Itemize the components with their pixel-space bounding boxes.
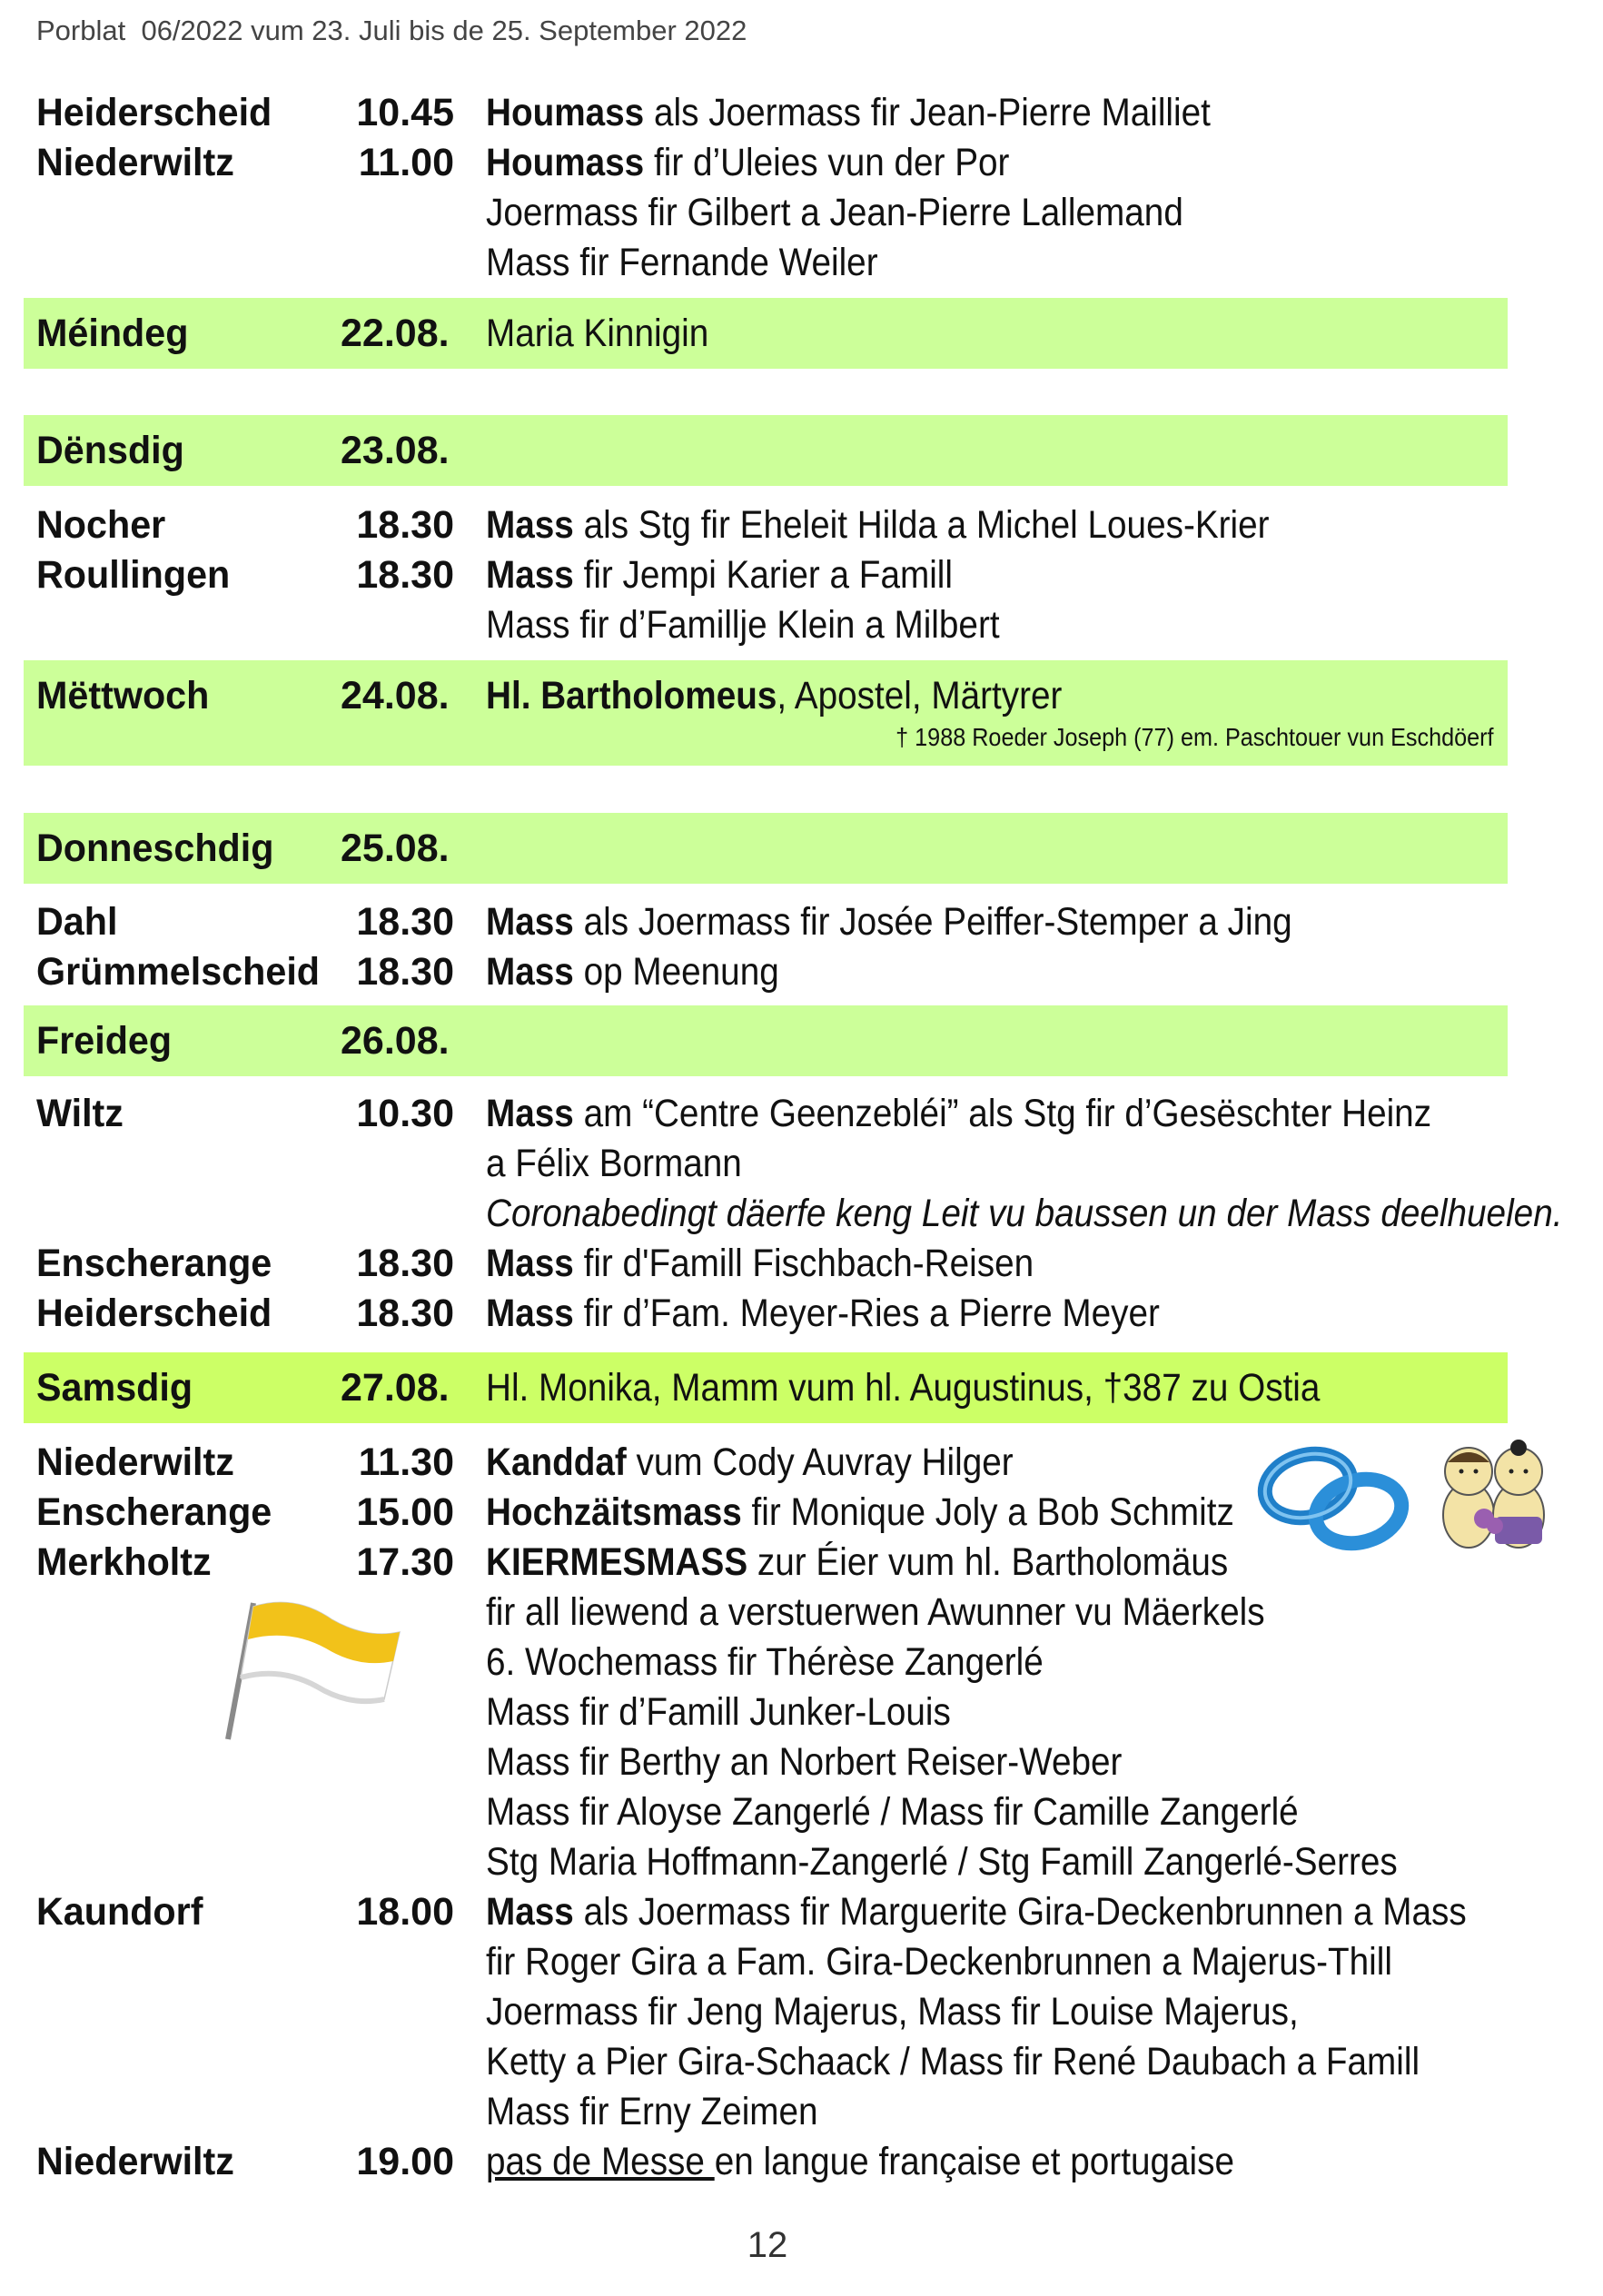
place-name: Kaundorf bbox=[36, 1890, 203, 1934]
time: 18.30 bbox=[356, 503, 454, 547]
time: 11.30 bbox=[358, 1440, 454, 1484]
time: 10.45 bbox=[356, 91, 454, 134]
entry-text: Mass fir d'Famill Fischbach-Reisen bbox=[486, 1242, 1034, 1285]
entry-text: fir all liewend a verstuerwen Awunner vu Mäerkels bbox=[486, 1590, 1265, 1634]
underlined-text: pas de Messe bbox=[486, 2140, 715, 2183]
entry-text: Mass fir Aloyse Zangerlé / Mass fir Camille Zangerlé bbox=[486, 1790, 1299, 1834]
time: 10.30 bbox=[356, 1092, 454, 1135]
entry-text: pas de Messe en langue française et portugaise bbox=[486, 2140, 1234, 2183]
time: 19.00 bbox=[356, 2140, 454, 2183]
entry-text: Kanddaf vum Cody Auvray Hilger bbox=[486, 1440, 1014, 1484]
day-name: Donneschdig bbox=[36, 826, 274, 870]
entry-type: Houmass bbox=[486, 141, 645, 184]
place-name: Enscherange bbox=[36, 1242, 272, 1285]
entry-text: Joermass fir Jeng Majerus, Mass fir Louise Majerus, bbox=[486, 1990, 1299, 2034]
day-name: Méindeg bbox=[36, 312, 189, 355]
place-name: Niederwiltz bbox=[36, 2140, 234, 2183]
vatican-flag-icon bbox=[213, 1594, 409, 1753]
running-header: Porblat 06/2022 vum 23. Juli bis de 25. September 2022 bbox=[36, 15, 747, 46]
place-name: Dahl bbox=[36, 900, 118, 944]
place-name: Roullingen bbox=[36, 553, 231, 597]
time: 18.30 bbox=[356, 900, 454, 944]
entry-text: Mass fir d’Famill Junker-Louis bbox=[486, 1690, 951, 1734]
day-date: 25.08. bbox=[341, 826, 450, 870]
entry-type: Hochzäitsmass bbox=[486, 1490, 742, 1534]
entry-text: a Félix Bormann bbox=[486, 1142, 742, 1185]
time: 18.30 bbox=[356, 1242, 454, 1285]
saint-name: Hl. Bartholomeus bbox=[486, 674, 777, 718]
day-band-26-08 bbox=[24, 1005, 1508, 1076]
entry-text: Ketty a Pier Gira-Schaack / Mass fir René Daubach a Famill bbox=[486, 2040, 1420, 2083]
day-date: 23.08. bbox=[341, 429, 450, 472]
entry-text: Mass op Meenung bbox=[486, 950, 779, 994]
entry-text: Stg Maria Hoffmann-Zangerlé / Stg Famill Zangerlé-Serres bbox=[486, 1840, 1398, 1884]
time: 18.30 bbox=[356, 1292, 454, 1335]
day-band-22-08 bbox=[24, 298, 1508, 369]
day-name: Mëttwoch bbox=[36, 674, 210, 718]
entry-type: Mass bbox=[486, 1292, 574, 1335]
wedding-rings-icon bbox=[1252, 1433, 1420, 1560]
place-name: Heiderscheid bbox=[36, 1292, 272, 1335]
place-name: Niederwiltz bbox=[36, 1440, 234, 1484]
entry-type: Mass bbox=[486, 900, 574, 944]
entry-type: Mass bbox=[486, 1890, 574, 1934]
entry-type: Mass bbox=[486, 1092, 574, 1135]
entry-text: Houmass als Joermass fir Jean-Pierre Mailliet bbox=[486, 91, 1211, 134]
place-name: Heiderscheid bbox=[36, 91, 272, 134]
day-date: 24.08. bbox=[341, 674, 450, 718]
entry-text: Joermass fir Gilbert a Jean-Pierre Lallemand bbox=[486, 191, 1183, 234]
feast-text: Hl. Monika, Mamm vum hl. Augustinus, †387 zu Ostia bbox=[486, 1366, 1321, 1410]
entry-text: Mass fir d’Fam. Meyer-Ries a Pierre Meyer bbox=[486, 1292, 1160, 1335]
day-date: 26.08. bbox=[341, 1019, 450, 1063]
time: 18.30 bbox=[356, 553, 454, 597]
time: 18.30 bbox=[356, 950, 454, 994]
entry-text: Mass als Joermass fir Marguerite Gira-Deckenbrunnen a Mass bbox=[486, 1890, 1467, 1934]
place-name: Merkholtz bbox=[36, 1540, 212, 1584]
time: 11.00 bbox=[358, 141, 454, 184]
entry-text: KIERMESMASS zur Éier vum hl. Bartholomäus bbox=[486, 1540, 1229, 1584]
day-band-23-08 bbox=[24, 415, 1508, 486]
entry-type: Houmass bbox=[486, 91, 645, 134]
day-date: 27.08. bbox=[341, 1366, 450, 1410]
entry-text: Mass am “Centre Geenzebléi” als Stg fir d’Gesëschter Heinz bbox=[486, 1092, 1432, 1135]
day-name: Samsdig bbox=[36, 1366, 193, 1410]
place-name: Enscherange bbox=[36, 1490, 272, 1534]
entry-text: Mass fir Fernande Weiler bbox=[486, 241, 878, 284]
couple-illustration-icon bbox=[1428, 1435, 1559, 1553]
feast-text: Maria Kinnigin bbox=[486, 312, 709, 355]
entry-text: Hochzäitsmass fir Monique Joly a Bob Schmitz bbox=[486, 1490, 1234, 1534]
entry-note: Coronabedingt däerfe keng Leit vu baussen un der Mass deelhuelen. bbox=[486, 1192, 1563, 1235]
entry-text: Mass als Joermass fir Josée Peiffer-Stemper a Jing bbox=[486, 900, 1292, 944]
entry-text: Mass fir Erny Zeimen bbox=[486, 2090, 818, 2133]
entry-text: fir Roger Gira a Fam. Gira-Deckenbrunnen a Majerus-Thill bbox=[486, 1940, 1392, 1984]
page-number: 12 bbox=[747, 2225, 788, 2265]
time: 17.30 bbox=[356, 1540, 454, 1584]
entry-type: Mass bbox=[486, 503, 574, 547]
entry-type: KIERMESMASS bbox=[486, 1540, 748, 1584]
place-name: Wiltz bbox=[36, 1092, 124, 1135]
entry-text: Mass als Stg fir Eheleit Hilda a Michel Loues-Krier bbox=[486, 503, 1270, 547]
entry-text: 6. Wochemass fir Thérèse Zangerlé bbox=[486, 1640, 1044, 1684]
place-name: Nocher bbox=[36, 503, 166, 547]
time: 18.00 bbox=[356, 1890, 454, 1934]
entry-type: Kanddaf bbox=[486, 1440, 627, 1484]
day-date: 22.08. bbox=[341, 312, 450, 355]
entry-type: Mass bbox=[486, 1242, 574, 1285]
entry-type: Mass bbox=[486, 553, 574, 597]
entry-text: Mass fir Berthy an Norbert Reiser-Weber bbox=[486, 1740, 1123, 1784]
entry-text: Houmass fir d’Uleies vun der Por bbox=[486, 141, 1010, 184]
place-name: Grümmelscheid bbox=[36, 950, 320, 994]
place-name: Niederwiltz bbox=[36, 141, 234, 184]
feast-text: Hl. Bartholomeus, Apostel, Märtyrer bbox=[486, 674, 1063, 718]
memorial-note: † 1988 Roeder Joseph (77) em. Paschtouer vun Eschdöerf bbox=[896, 723, 1494, 751]
day-name: Dënsdig bbox=[36, 429, 184, 472]
time: 15.00 bbox=[356, 1490, 454, 1534]
day-name: Freideg bbox=[36, 1019, 173, 1063]
entry-type: Mass bbox=[486, 950, 574, 994]
entry-text: Mass fir d’Famillje Klein a Milbert bbox=[486, 603, 1000, 647]
entry-text: Mass fir Jempi Karier a Famill bbox=[486, 553, 953, 597]
